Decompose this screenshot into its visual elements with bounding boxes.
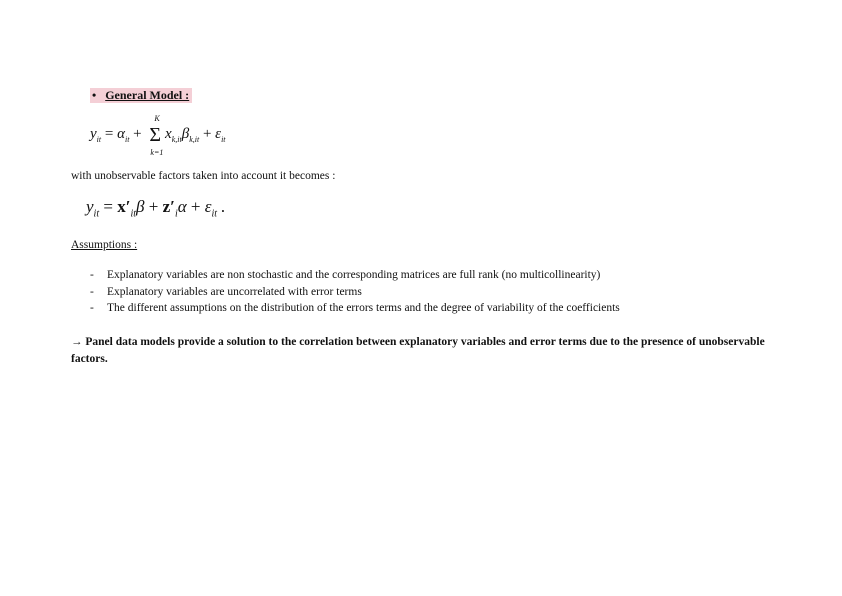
general-model-equation: $y_{it} = \alpha_{it}$ + K Σ k=1 $x_{k,it}\beta_{k,it} + \varepsilon_{it}$ bbox=[90, 114, 226, 157]
list-item: - Explanatory variables are non stochastic and the corresponding matrices are full rank (no multicollinearity) bbox=[90, 269, 601, 281]
assumptions-heading: Assumptions : bbox=[71, 239, 138, 251]
unobservable-factors-equation: $y_{it} = x'_{it}\beta + z'_i\alpha + \varepsilon_{it}$ . bbox=[86, 197, 226, 220]
intro-text: with unobservable factors taken into account it becomes : bbox=[71, 170, 336, 182]
summation-symbol: K Σ k=1 bbox=[149, 114, 164, 157]
arrow-icon: → bbox=[71, 336, 83, 348]
bullet-icon: • bbox=[92, 88, 97, 102]
list-item: - The different assumptions on the distribution of the errors terms and the degree of variability of the coefficients bbox=[90, 302, 620, 314]
heading-label: General Model : bbox=[105, 88, 190, 102]
section-heading-general-model bbox=[90, 88, 192, 103]
list-item: - Explanatory variables are uncorrelated with error terms bbox=[90, 286, 362, 298]
conclusion-text: → Panel data models provide a solution to the correlation between explanatory variables and error terms due to the presence of unobservable factors. bbox=[71, 336, 765, 365]
